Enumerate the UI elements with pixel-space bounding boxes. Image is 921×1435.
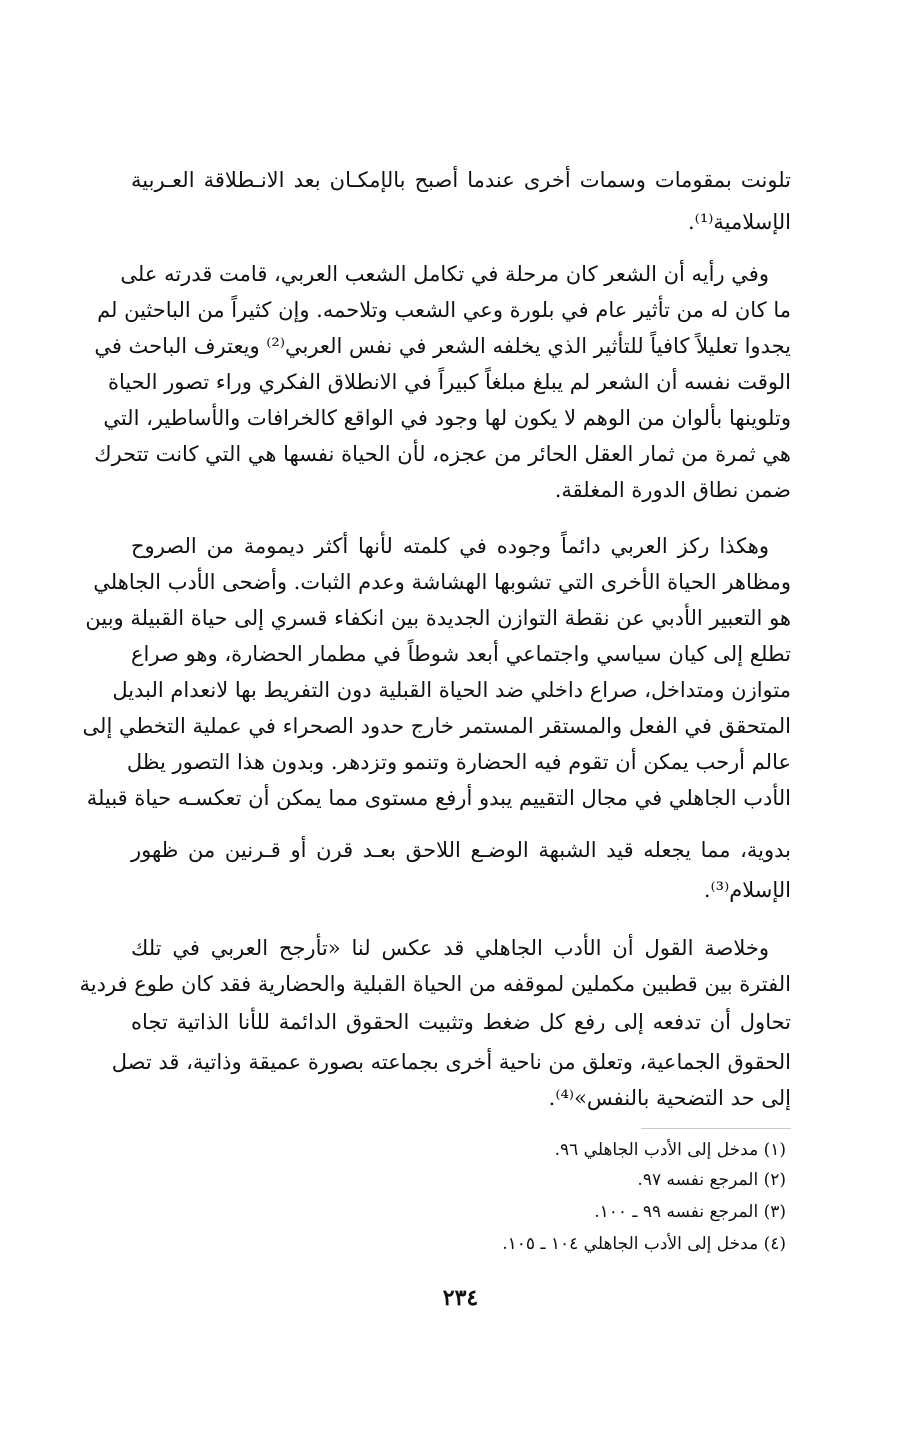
body-line: يجدوا تعليلاً كافياً للتأثير الذي يخلفه الشعر في نفس العربي⁽²⁾ ويعترف الباحث في bbox=[94, 334, 791, 358]
footnote: (٤) مدخل إلى الأدب الجاهلي ١٠٤ ـ ١٠٥. bbox=[502, 1234, 786, 1254]
footnote-divider bbox=[641, 1128, 791, 1129]
body-line: وفي رأيه أن الشعر كان مرحلة في تكامل الشعب العربي، قامت قدرته على bbox=[120, 262, 769, 286]
body-line: الوقت نفسه أن الشعر لم يبلغ مبلغاً كبيراً في الانطلاق الفكري وراء تصور الحياة bbox=[107, 370, 791, 394]
body-line: الفترة بين قطبين مكملين لموقفه من الحياة القبلية والحضارية فقد كان طوع فردية bbox=[79, 972, 791, 996]
body-line: ما كان له من تأثير عام في بلورة وعي الشعب وتلاحمه. وإن كثيراً من الباحثين لم bbox=[97, 298, 791, 322]
body-line: المتحقق في الفعل والمستقر المستمر خارج حدود الصحراء في عملية التخطي إلى bbox=[82, 714, 791, 738]
body-line: تحاول أن تدفعه إلى رفع كل ضغط وتثبيت الحقوق الدائمة للأنا الذاتية تجاه bbox=[131, 1010, 791, 1034]
body-line: ومظاهر الحياة الأخرى التي تشوبها الهشاشة وعدم الثبات. وأضحى الأدب الجاهلي bbox=[93, 570, 791, 594]
footnote: (١) مدخل إلى الأدب الجاهلي ٩٦. bbox=[554, 1140, 786, 1160]
body-line: تطلع إلى كيان سياسي واجتماعي أبعد شوطاً في مطمار الحضارة، وهو صراع bbox=[131, 642, 791, 666]
body-line: تلونت بمقومات وسمات أخرى عندما أصبح بالإمكـان بعد الانـطلاقة العـربية bbox=[131, 168, 791, 192]
body-line: هي ثمرة من ثمار العقل الحائر من عجزه، لأن الحياة نفسها هي التي كانت تتحرك bbox=[94, 442, 791, 466]
body-line: ضمن نطاق الدورة المغلقة. bbox=[554, 478, 791, 502]
body-line: وخلاصة القول أن الأدب الجاهلي قد عكس لنا «تأرجح العربي في تلك bbox=[131, 936, 769, 960]
footnote: (٢) المرجع نفسه ٩٧. bbox=[637, 1170, 786, 1190]
body-line: عالم أرحب يمكن أن تقوم فيه الحضارة وتنمو وتزدهر. وبدون هذا التصور يظل bbox=[126, 750, 791, 774]
page-number: ٢٣٤ bbox=[442, 1285, 479, 1311]
body-line: الإسلام⁽³⁾. bbox=[703, 878, 791, 902]
body-line: الحقوق الجماعية، وتعلق من ناحية أخرى بجماعته بصورة عميقة وذاتية، قد تصل bbox=[111, 1050, 791, 1074]
footnote: (٣) المرجع نفسه ٩٩ ـ ١٠٠. bbox=[594, 1202, 786, 1222]
body-line: وهكذا ركز العربي دائماً وجوده في كلمته لأنها أكثر ديمومة من الصروح bbox=[131, 534, 769, 558]
body-line: إلى حد التضحية بالنفس»⁽⁴⁾. bbox=[548, 1086, 791, 1110]
body-line: الإسلامية⁽¹⁾. bbox=[687, 210, 791, 234]
body-line: الأدب الجاهلي في مجال التقييم يبدو أرفع مستوى مما يمكن أن تعكسـه حياة قبيلة bbox=[86, 786, 791, 810]
body-line: هو التعبير الأدبي عن نقطة التوازن الجديدة بين انكفاء قسري إلى حياة القبيلة وبين bbox=[85, 606, 791, 630]
body-line: متوازن ومتداخل، صراع داخلي ضد الحياة القبلية دون التفريط بها لانعدام البديل bbox=[112, 678, 791, 702]
body-line: وتلوينها بألوان من الوهم لا يكون لها وجود في الواقع كالخرافات والأساطير، التي bbox=[103, 406, 791, 430]
body-line: بدوية، مما يجعله قيد الشبهة الوضـع اللاحق بعـد قرن أو قـرنين من ظهور bbox=[131, 838, 791, 862]
